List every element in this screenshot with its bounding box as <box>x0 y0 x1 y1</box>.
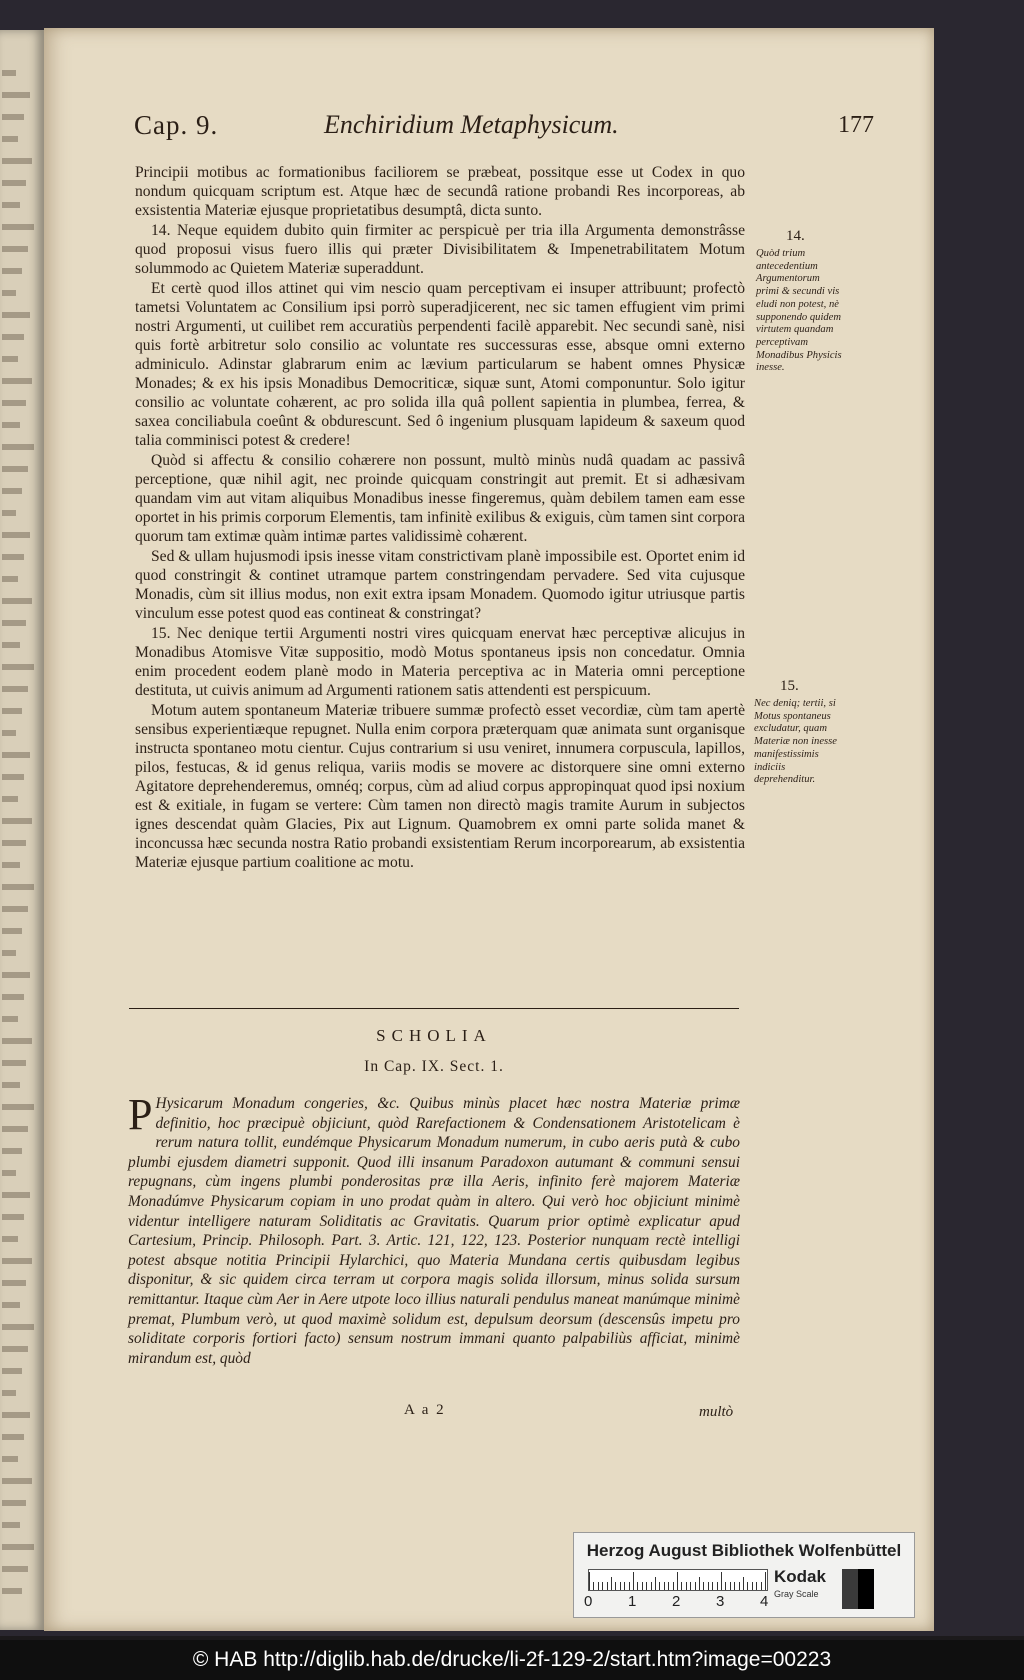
paragraph: Quòd si affectu & consilio cohærere non possunt, multò minùs nudâ quadam ac passivâ perceptione, quæ nihil agit, nec proinde quicquam constringit aut premit. Et si adhæsivam quandam vim aut vitam aliquibus Monadibus inesse fingeremus, quàm debilem tamen eam esse oportet in his primis corporum Elementis, tam infinitè exilibus & exiguis, cùm tamen sint corpora quorum tam extimæ quàm intimæ partes validissimè cohærent. <box>135 452 745 545</box>
facing-text-line <box>2 246 28 252</box>
book-title: Enchiridium Metaphysicum. <box>324 110 619 139</box>
facing-text-line <box>2 1566 28 1572</box>
facing-text-line <box>2 1236 18 1242</box>
margin-note: Quòd trium antecedentium Argumentorum primi & secundi vis eludi non potest, nè supponendo quidem virtutem quandam perceptivam Monadibus Physicis inesse. <box>756 248 842 374</box>
kodak-logo: Kodak <box>774 1567 826 1586</box>
facing-text-line <box>2 598 32 604</box>
divider-rule <box>129 1008 739 1009</box>
ruler-tick <box>655 1577 656 1590</box>
ruler-tick <box>686 1582 687 1590</box>
ruler-tick <box>743 1577 744 1590</box>
ruler-number: 3 <box>716 1593 725 1610</box>
gray-scale-label: Gray Scale <box>774 1589 819 1599</box>
facing-text-line <box>2 532 30 538</box>
ruler-tick <box>699 1577 700 1590</box>
facing-text-line <box>2 1412 30 1418</box>
ruler-tick <box>642 1582 643 1590</box>
ruler-tick <box>673 1582 674 1590</box>
scale-ruler <box>588 1569 768 1591</box>
facing-text-line <box>2 1544 34 1550</box>
ruler-tick <box>752 1582 753 1590</box>
facing-text-line <box>2 862 20 868</box>
facing-text-line <box>2 510 16 516</box>
facing-text-line <box>2 774 24 780</box>
facing-text-line <box>2 488 22 494</box>
margin-note-number: 15. <box>780 678 799 694</box>
margin-note: Nec deniq; tertii, si Motus spontaneus excludatur, quam Materiæ non inesse manifestissimis indiciis deprehenditur. <box>754 698 837 786</box>
facing-text-line <box>2 202 20 208</box>
paragraph: Sed & ullam hujusmodi ipsis inesse vitam constrictivam planè impossibile est. Oportet enim id quod constringit & continet utramque partem constringendam pervadere. Sed vita cujusque Monadis, cùm sit illius modus, non exit extra ipsam Monadem. Quomodo igitur utriusque partis vinculum esse potest quod eas contineat & constringat? <box>135 548 745 622</box>
facing-text-line <box>2 1390 16 1396</box>
facing-text-line <box>2 378 32 384</box>
facing-page-edge <box>0 30 44 1630</box>
scholia-title: SCHOLIA <box>376 1026 492 1045</box>
ruler-tick <box>651 1582 652 1590</box>
facing-text-line <box>2 994 24 1000</box>
ruler-tick <box>629 1582 630 1590</box>
ruler-number: 0 <box>584 1593 593 1610</box>
ruler-tick <box>677 1572 678 1590</box>
ruler-number: 2 <box>672 1593 681 1610</box>
ruler-tick <box>598 1582 599 1590</box>
ruler-tick <box>730 1582 731 1590</box>
facing-text-line <box>2 1258 32 1264</box>
ruler-tick <box>602 1582 603 1590</box>
page-number: 177 <box>838 112 874 138</box>
drop-cap: P <box>128 1090 153 1139</box>
facing-text-line <box>2 422 20 428</box>
facing-text-line <box>2 1214 24 1220</box>
facing-text-line <box>2 972 30 978</box>
facing-text-line <box>2 312 30 318</box>
book-page <box>44 28 934 1631</box>
running-header <box>134 110 874 150</box>
ruler-tick <box>708 1582 709 1590</box>
ruler-tick <box>712 1582 713 1590</box>
ruler-tick <box>717 1582 718 1590</box>
facing-text-line <box>2 620 26 626</box>
paragraph: Principii motibus ac formationibus faciliorem se præbeat, possitque esse ut Codex in quo nondum quicquam scriptum est. Atque hæc de secundâ ratione probandi Res incorporeas, ab exsistentia Materiæ ejusque proprietatibus desumptâ, dicta sunto. <box>135 164 745 219</box>
ruler-tick <box>633 1572 634 1590</box>
facing-text-line <box>2 334 24 340</box>
facing-text-line <box>2 1038 32 1044</box>
main-text <box>135 163 745 873</box>
ruler-tick <box>747 1582 748 1590</box>
facing-text-line <box>2 1060 26 1066</box>
scholia-body: Hysicarum Monadum congeries, &c. Quibus minùs placet hæc nostra Materiæ primæ definitio, hoc præcipuè objiciunt, quòd Rarefactionem & Condensationem Aristotelicam è rerum natura tollit, eundémque Physicarum Monadum numerum, in cubo aeris putà & cubo plumbi ejusdem diametri supponit. Quod illi insanum Paradoxon autumant & communi sensui repugnans, cùm ingens plumbi ponderositas præ illa Aeris, infinito ferè majorem Materiæ Monadúmve Physicarum copiam in uno prodat quàm in altero. Qui verò hoc objiciunt minimè videntur intelligere naturam Soliditatis ac Gravitatis. Quarum prior optimè explicatur apud Cartesium, Princip. Philosoph. Part. 3. Artic. 121, 122, 123. Posterior nunquam rectè intelligi potest absque notitia Principii Hylarchici, quo Materia Mundana certis quibusdam legibus disponitur, & sic quidem circa terram ut corpora magis solida illorsum, minus solida sursum remittantur. Itaque cùm Aer in Aere utpote loco illius naturali pendulus maneat manúmque minimè premat, Plumbum verò, ut quod maximè solidum est, depulsum deorsum (descensûs impetu pro soliditate corporis fortiori facto) sensum nostrum immani quanto palpabiliùs afficiat, minimè mirandum est, quòd <box>128 1095 740 1367</box>
facing-text-line <box>2 70 16 76</box>
facing-text-line <box>2 642 20 648</box>
facing-text-line <box>2 1192 30 1198</box>
facing-text-line <box>2 554 24 560</box>
ruler-tick <box>615 1582 616 1590</box>
facing-text-line <box>2 180 26 186</box>
ruler-tick <box>607 1582 608 1590</box>
ruler-tick <box>734 1582 735 1590</box>
facing-text-line <box>2 268 22 274</box>
facing-text-line <box>2 1522 20 1528</box>
paragraph: Et certè quod illos attinet qui vim nescio quam perceptivam ei insuper attribuunt; profectò tametsi Voluntatem ac Consilium ipsi porrò superadjicerent, nec sic tamen effugient vim primi nostri Argumenti, ut cuilibet rem accuratiùs perpendenti facilè apparebit. Nec secundi sanè, nisi quis fortè arbitretur solo consilio ac voluntate res successuras esse, absque omni externo adminiculo. Adinstar glabrarum enim ac lævium particularum se habent omnes Physicæ Monades; & ex his ipsis Monadibus Democriticæ, siquæ sunt, Atomi componuntur. Solo igitur consilio ac voluntate cohærent, ac pro solida illa quâ pollent sapientia in plumbea, ferrea, & saxea conciliabula coeûnt & obdurescunt. Sed ô ingenium plusquam lapideum & saxeum quod talia comminisci potest & credere! <box>135 280 745 449</box>
ruler-tick <box>664 1582 665 1590</box>
ruler-tick <box>761 1582 762 1590</box>
ruler-tick <box>690 1582 691 1590</box>
facing-text-line <box>2 950 16 956</box>
catchword: multò <box>699 1404 734 1420</box>
facing-text-line <box>2 158 32 164</box>
facing-text-line <box>2 906 28 912</box>
facing-text-line <box>2 1016 18 1022</box>
paragraph: 15. Nec denique tertii Argumenti nostri vires quicquam enervat hæc perceptivæ alicujus in Monadibus Atomisve Vitæ suppositio, modò Motus spontaneus ipsis non concedatur. Omnia enim procedent eodem planè modo in Materia perceptiva ac in Materia omni perceptione destituta, ut cuivis animum ad Argumenti rationem satis attendenti est perspicuum. <box>135 625 745 699</box>
facing-text-line <box>2 1434 24 1440</box>
ruler-tick <box>637 1582 638 1590</box>
facing-text-line <box>2 1588 22 1594</box>
ruler-tick <box>765 1572 766 1590</box>
facing-text-line <box>2 1104 34 1110</box>
facing-text-line <box>2 1302 20 1308</box>
ruler-tick <box>725 1582 726 1590</box>
facing-text-line <box>2 1148 22 1154</box>
facing-text-line <box>2 1126 28 1132</box>
scholia-text <box>128 1090 740 1368</box>
facing-text-line <box>2 356 18 362</box>
facing-text-line <box>2 92 30 98</box>
facing-text-line <box>2 664 34 670</box>
black-patch <box>858 1569 874 1609</box>
facing-text-line <box>2 708 22 714</box>
facing-text-line <box>2 1324 34 1330</box>
ruler-numbers <box>584 1593 788 1611</box>
facing-text-line <box>2 114 24 120</box>
scholia-subtitle: In Cap. IX. Sect. 1. <box>364 1058 504 1075</box>
scan-color-label <box>573 1532 915 1618</box>
facing-text-line <box>2 884 34 890</box>
signature-mark: A a 2 <box>404 1402 446 1418</box>
ruler-number: 4 <box>760 1593 769 1610</box>
facing-text-line <box>2 1346 28 1352</box>
facing-text-line <box>2 290 16 296</box>
ruler-tick <box>611 1577 612 1590</box>
ruler-tick <box>739 1582 740 1590</box>
facing-text-line <box>2 840 26 846</box>
margin-note-number: 14. <box>786 228 805 244</box>
facing-text-line <box>2 1478 32 1484</box>
ruler-tick <box>756 1582 757 1590</box>
facing-text-line <box>2 1500 26 1506</box>
ruler-tick <box>695 1582 696 1590</box>
facing-text-line <box>2 576 18 582</box>
paragraph: 14. Neque equidem dubito quin firmiter ac perspicuè per tria illa Argumenta demonstrâsse quod proposui visus fuero illis qui præter Divisibilitatem & Impenetrabilitatem Motum solummodo ac Quietem Materiæ superaddunt. <box>135 222 745 277</box>
facing-text-line <box>2 1456 18 1462</box>
facing-text-line <box>2 686 28 692</box>
chapter-label: Cap. 9. <box>134 110 219 140</box>
gray-patch <box>842 1569 858 1609</box>
facing-text-line <box>2 224 34 230</box>
ruler-tick <box>593 1582 594 1590</box>
facing-text-line <box>2 466 28 472</box>
ruler-tick <box>681 1582 682 1590</box>
ruler-tick <box>659 1582 660 1590</box>
paragraph: Motum autem spontaneum Materiæ tribuere summæ profectò esset vecordiæ, cùm tam apertè sensibus experientiæque repugnet. Nulla enim corpora præterquam quæ animata sunt organisque instructa spontaneo motu cientur. Cujus contrarium si usu veniret, innumera corpuscula, lapillos, pilos, festucas, & id genus reliqua, variis modis se movere ac distorquere sine omni externo Agitatore deprehenderemus, omnéq; corpus, cùm ad aliud corpus appropinquat quod ipsi noxium est & exitiale, in fugam se vertere: Cùm tamen non directò magis tramite Aurum in subjectos ignes descendat quàm Glacies, Pix aut Lignum. Quamobrem ex omni parte solida manet & inconcussa hæc secunda nostra Ratio probandi exsistentiam Rerum incorporearum, ab exsistentia Materiæ ejusque partium coalitione ac motu. <box>135 702 745 871</box>
facing-text-line <box>2 1280 26 1286</box>
institution-name: Herzog August Bibliothek Wolfenbüttel <box>586 1541 902 1560</box>
ruler-number: 1 <box>628 1593 637 1610</box>
ruler-tick <box>589 1572 590 1590</box>
facing-text-line <box>2 1170 16 1176</box>
ruler-tick <box>668 1582 669 1590</box>
facing-text-line <box>2 928 22 934</box>
ruler-tick <box>620 1582 621 1590</box>
ruler-tick <box>703 1582 704 1590</box>
facing-text-line <box>2 796 18 802</box>
facing-text-line <box>2 752 30 758</box>
ruler-tick <box>624 1582 625 1590</box>
facing-text-line <box>2 136 18 142</box>
facing-text-line <box>2 1082 20 1088</box>
copyright-footer: © HAB http://diglib.hab.de/drucke/li-2f-129-2/start.htm?image=00223 <box>0 1640 1024 1680</box>
facing-text-line <box>2 818 32 824</box>
ruler-tick <box>721 1572 722 1590</box>
facing-text-line <box>2 730 16 736</box>
facing-text-line <box>2 400 26 406</box>
facing-text-line <box>2 444 34 450</box>
facing-text-line <box>2 1368 22 1374</box>
ruler-tick <box>646 1582 647 1590</box>
